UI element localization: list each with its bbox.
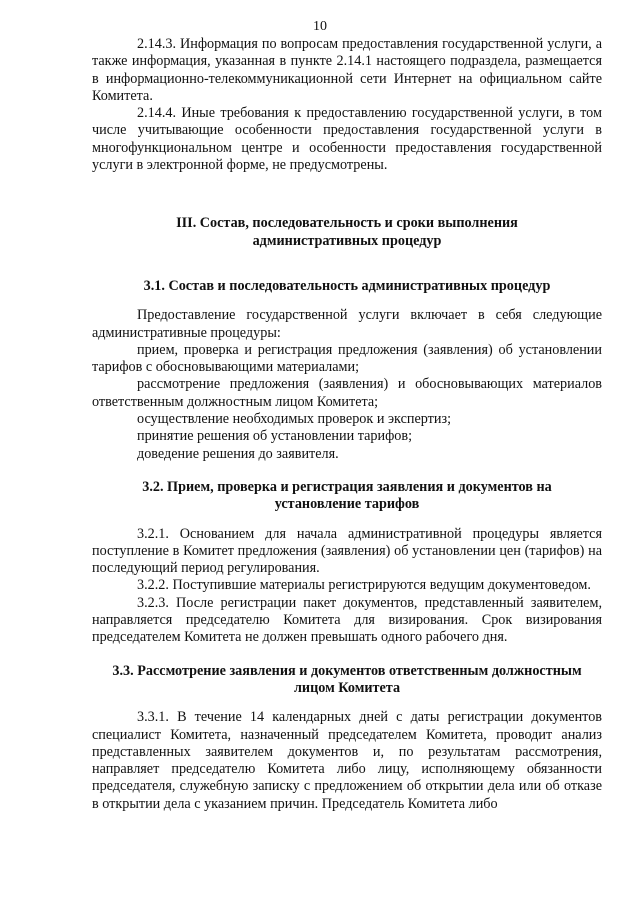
subsection-3-2-title: 3.2. Прием, проверка и регистрация заявления и документов на установление тарифов — [142, 478, 552, 513]
section-3-title: III. Состав, последовательность и сроки выполнения административных процедур — [176, 215, 518, 249]
procedure-item: принятие решения об установлении тарифов; — [137, 428, 413, 445]
paragraph-3-2-3: 3.2.3. После регистрации пакет документов, представленный заявителем, направляется председателю Комитета для визирования. Срок визирования председателем Комитета не должен превышать одного рабочего дня. — [92, 594, 602, 646]
subsection-3-3-title: 3.3. Рассмотрение заявления и документов ответственным должностным лицом Комитета — [112, 662, 582, 696]
procedure-item: осуществление необходимых проверок и экспертиз; — [137, 411, 452, 428]
procedure-item: доведение решения до заявителя. — [137, 445, 339, 462]
subsection-3-1-intro: Предоставление государственной услуги включает в себя следующие административные процедуры: — [92, 307, 602, 341]
document-body — [92, 36, 602, 813]
paragraph-3-3-1: 3.3.1. В течение 14 календарных дней с даты регистрации документов специалист Комитета, назначенный председателем Комитета, проводит анализ представленных заявителем документов и, по результатам рассмотрения, направляет председателю Комитета либо лицу, исполняющему обязанности председателя, служебную записку с предложением об открытии дела или об отказе в открытии дела с указанием причин. Председатель Комитета либо — [92, 709, 602, 812]
paragraph-2-14-3: 2.14.3. Информация по вопросам предоставления государственной услуги, а также информация, указанная в пункте 2.14.1 настоящего подраздела, размещается в информационно-телекоммуникационной сети Интернет на официальном сайте Комитета. — [92, 36, 602, 104]
paragraph-2-14-4: 2.14.4. Иные требования к предоставлению государственной услуги, в том числе учитывающие особенности предоставления государственной услуги в многофункциональном центре и особенности предоставления государственной услуги в электронной форме, не предусмотрены. — [92, 105, 602, 174]
page-number: 10 — [313, 19, 327, 34]
procedure-item: рассмотрение предложения (заявления) и обосновывающих материалов ответственным должностным лицом Комитета; — [92, 376, 602, 410]
paragraph-3-2-2: 3.2.2. Поступившие материалы регистрируются ведущим документоведом. — [137, 577, 591, 594]
paragraph-3-2-1: 3.2.1. Основанием для начала административной процедуры является поступление в Комитет предложения (заявления) об установлении цен (тарифов) на последующий период регулирования. — [92, 525, 602, 577]
subsection-3-1-title: 3.1. Состав и последовательность административных процедур — [143, 277, 551, 294]
procedure-item: прием, проверка и регистрация предложения (заявления) об установлении тарифов с обосновывающими материалами; — [92, 341, 602, 376]
